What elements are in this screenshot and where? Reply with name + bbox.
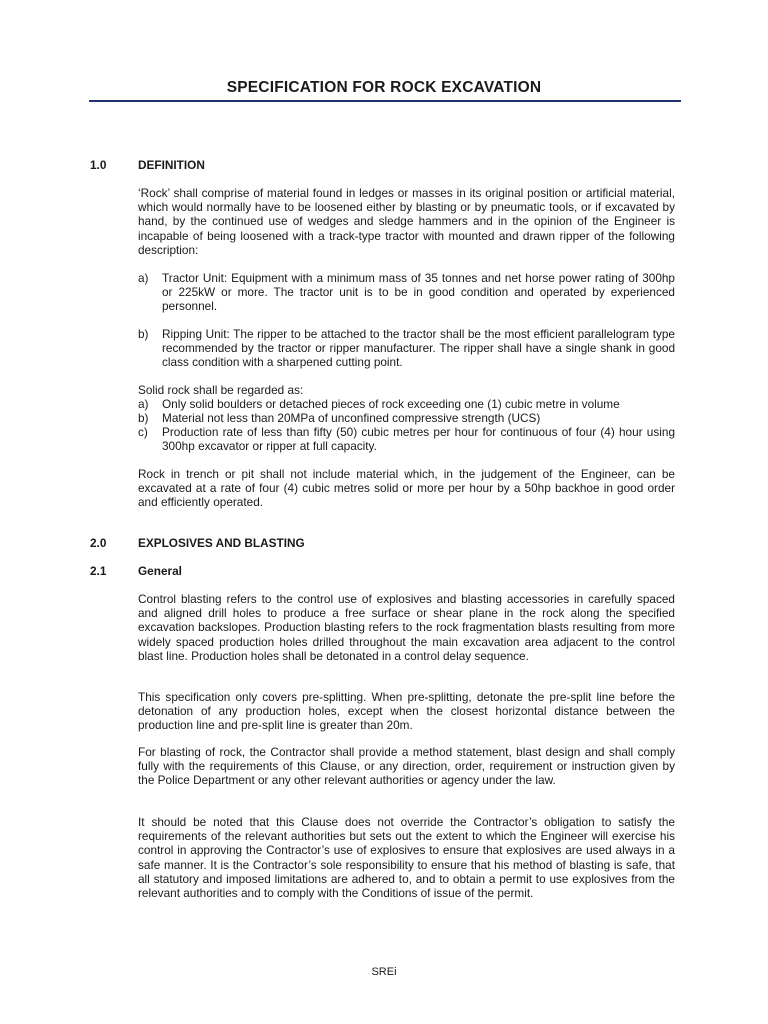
section-title: DEFINITION [138, 158, 205, 172]
section-title: EXPLOSIVES AND BLASTING [138, 536, 305, 550]
section-number: 2.0 [90, 536, 107, 550]
list-text: Ripping Unit: The ripper to be attached to the tractor shall be the most efficient parallelogram type recommended by the tractor or ripper manufacturer. The ripper shall have a single shank in good class condition with a sharpened cutting point. [162, 327, 675, 370]
page-footer: SREi [371, 966, 397, 978]
list-label: a) [138, 397, 149, 411]
definition-paragraph: ‘Rock’ shall comprise of material found in ledges or masses in its original position or artificial material, which would normally have to be loosened either by blasting or by pneumatic tools, or if excavated by hand, by the continued use of wedges and sledge hammers and in the opinion of the Engineer is incapable of being loosened with a track-type tractor with mounted and drawn ripper of the following description: [138, 186, 675, 257]
list-item [138, 411, 675, 425]
subsection-title: General [138, 564, 182, 578]
section-number: 1.0 [90, 158, 107, 172]
list-item [138, 425, 675, 453]
list-text: Production rate of less than fifty (50) cubic metres per hour for continuous of four (4) hour using 300hp excavator or ripper at full capacity. [162, 425, 675, 454]
list-item [138, 327, 675, 370]
document-title: SPECIFICATION FOR ROCK EXCAVATION [226, 79, 542, 96]
list-text: Material not less than 20MPa of unconfined compressive strength (UCS) [162, 411, 541, 425]
list-text: Only solid boulders or detached pieces of rock exceeding one (1) cubic metre in volume [162, 397, 620, 411]
list-label: b) [138, 411, 149, 425]
method-statement-paragraph: For blasting of rock, the Contractor shall provide a method statement, blast design and shall comply fully with the requirements of this Clause, or any direction, order, requirement or instruction given by the Police Department or any other relevant authorities or agency under the law. [138, 745, 675, 788]
list-label: a) [138, 271, 149, 285]
list-text: Tractor Unit: Equipment with a minimum mass of 35 tonnes and net horse power rating of 300hp or 225kW or more. The tractor unit is to be in good condition and operated by experienced personnel. [162, 271, 675, 314]
subsection-number: 2.1 [90, 564, 107, 578]
title-rule [89, 100, 681, 102]
pre-splitting-paragraph: This specification only covers pre-splitting. When pre-splitting, detonate the pre-split line before the detonation of any production holes, except when the closest horizontal distance between the production line and pre-split line is greater than 20m. [138, 690, 675, 733]
trench-paragraph: Rock in trench or pit shall not include material which, in the judgement of the Engineer, can be excavated at a rate of four (4) cubic metres solid or more per hour by a 50hp backhoe in good order and efficiently operated. [138, 467, 675, 510]
list-label: b) [138, 327, 149, 341]
list-item [138, 271, 675, 314]
obligation-paragraph: It should be noted that this Clause does not override the Contractor’s obligation to satisfy the requirements of the relevant authorities but sets out the extent to which the Engineer will exercise his control in approving the Contractor’s use of explosives to ensure that explosives are used always in a safe manner. It is the Contractor’s sole responsibility to ensure that his method of blasting is safe, that all statutory and imposed limitations are adhered to, and to obtain a permit to use explosives from the relevant authorities and to comply with the Conditions of issue of the permit. [138, 815, 675, 901]
list-label: c) [138, 425, 148, 439]
control-blasting-paragraph: Control blasting refers to the control use of explosives and blasting accessories in carefully spaced and aligned drill holes to produce a free surface or shear plane in the rock along the specified excavation backslopes. Production blasting refers to the rock fragmentation blasts resulting from more widely spaced production holes drilled throughout the main excavation area adjacent to the control blast line. Production holes shall be detonated in a control delay sequence. [138, 592, 675, 663]
solid-rock-intro: Solid rock shall be regarded as: [138, 383, 304, 397]
list-item [138, 397, 675, 411]
